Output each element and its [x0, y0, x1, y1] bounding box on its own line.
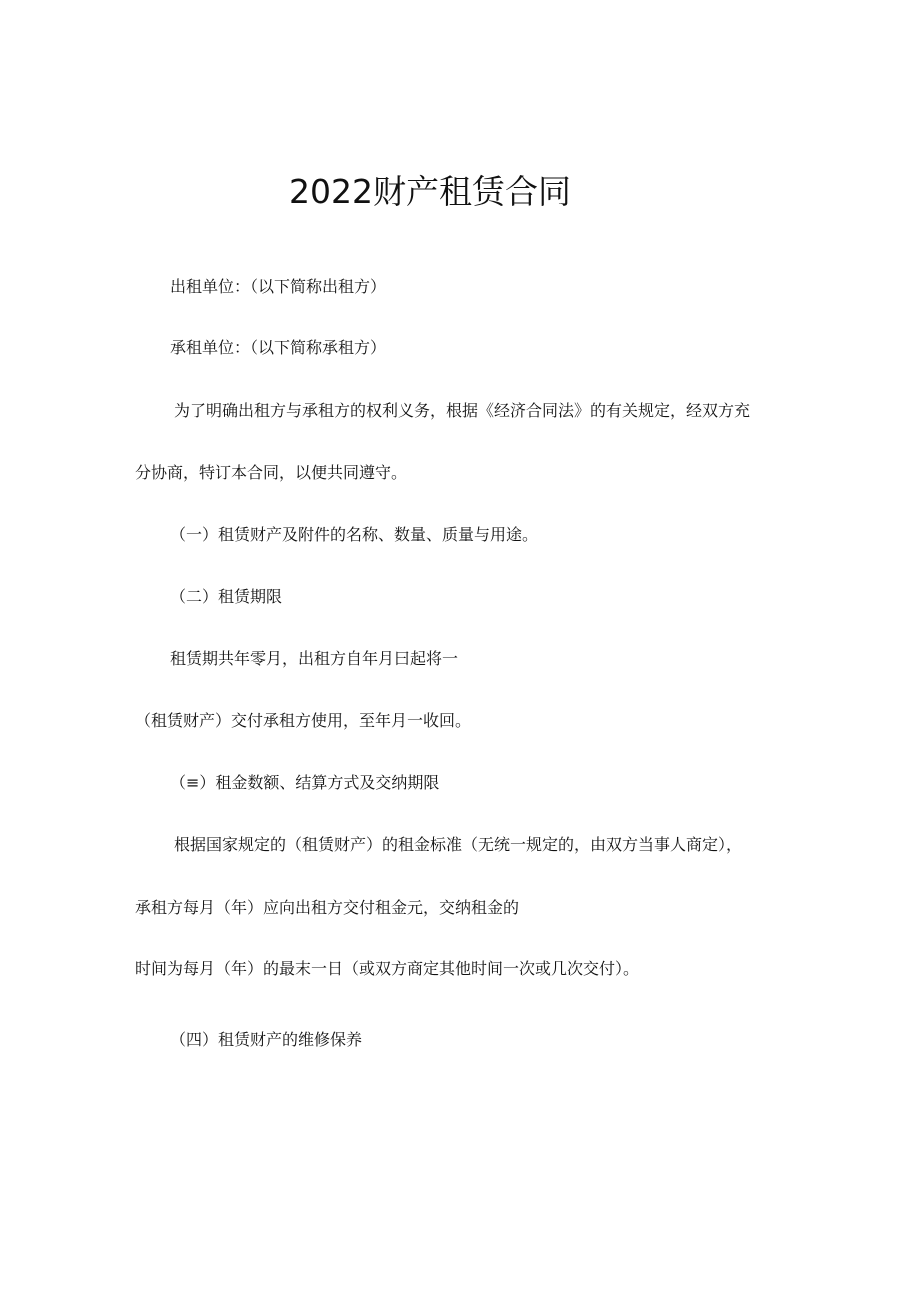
preamble-line-1: 为了明确出租方与承租方的权利义务，根据《经济合同法》的有关规定，经双方充	[174, 401, 751, 420]
section-4-heading: （四）租赁财产的维修保养	[170, 1030, 363, 1049]
term-line-2: （租赁财产）交付承租方使用，至年月一收回。	[135, 711, 472, 730]
section-1-heading: （一）租赁财产及附件的名称、数量、质量与用途。	[170, 525, 539, 544]
section-3-heading: （≡）租金数额、结算方式及交纳期限	[170, 773, 440, 792]
term-line-1: 租赁期共年零月，出租方自年月曰起将一	[170, 649, 459, 668]
preamble-line-2: 分协商，特订本合同，以便共同遵守。	[135, 463, 408, 482]
lessee-line: 承租单位：（以下简称承租方）	[170, 338, 387, 357]
rent-line-2: 承租方每月（年）应向出租方交付租金元，交纳租金的	[135, 898, 520, 917]
lessor-line: 出租单位：（以下简称出租方）	[170, 277, 387, 296]
document-title: 2022财产租赁合同	[289, 172, 571, 211]
rent-line-3: 时间为每月（年）的最末一日（或双方商定其他时间一次或几次交付）。	[135, 959, 640, 978]
rent-line-1: 根据国家规定的（租赁财产）的租金标准（无统一规定的，由双方当事人商定），	[174, 835, 743, 854]
section-2-heading: （二）租赁期限	[170, 587, 283, 606]
